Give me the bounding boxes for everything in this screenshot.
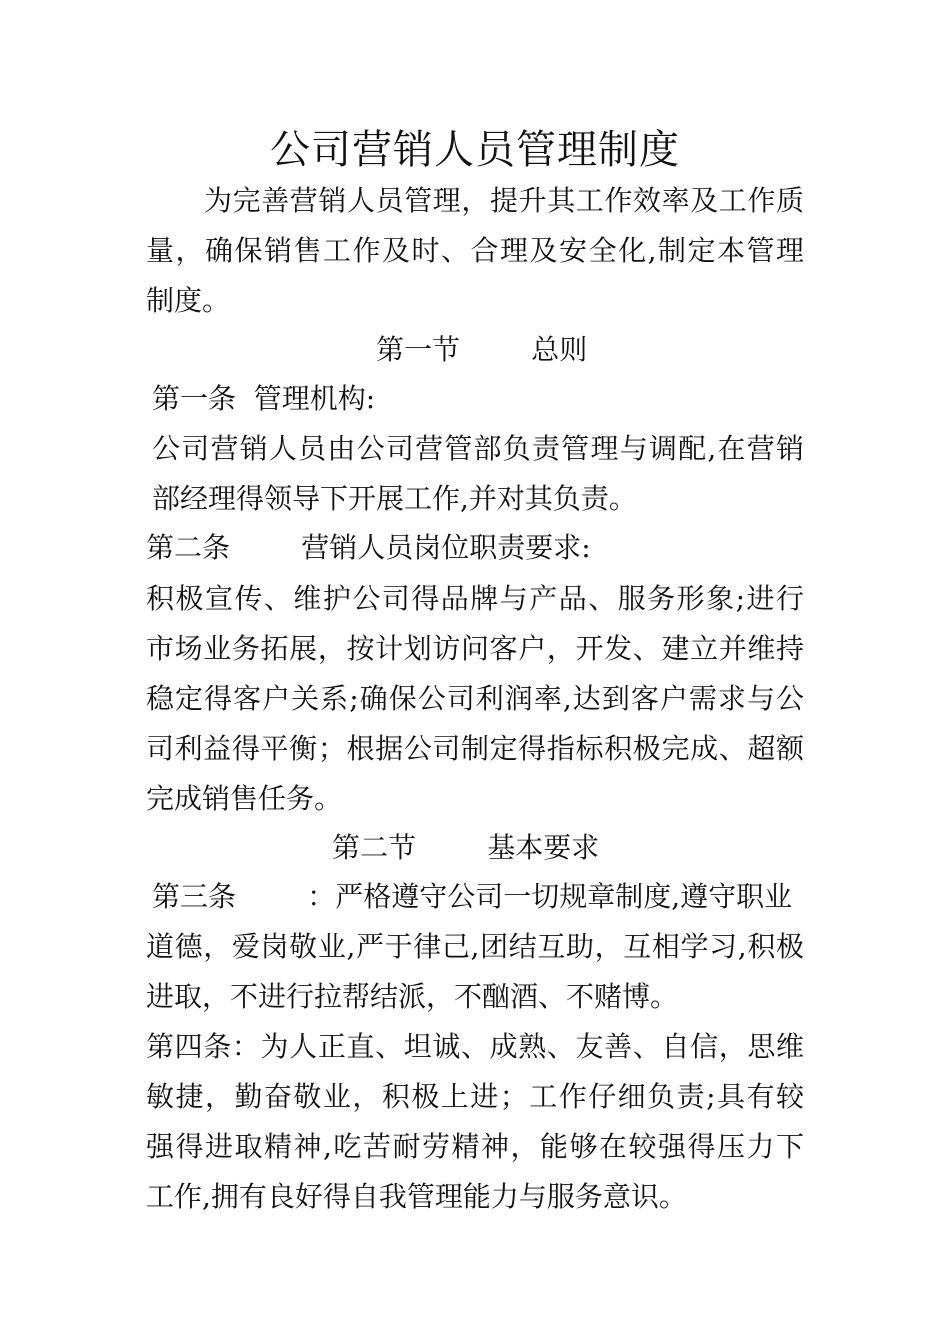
article2-line-5: 完成销售任务。 xyxy=(146,782,343,815)
intro-line-1: 为完善营销人员管理，提升其工作效率及工作质 xyxy=(204,184,804,217)
article4-line-2: 敏捷，勤奋敬业，积极上进；工作仔细负责;具有较 xyxy=(146,1080,804,1113)
article2-line-4: 司利益得平衡；根据公司制定得指标积极完成、超额 xyxy=(146,732,804,765)
article4-line-1: 第四条：为人正直、坦诚、成熟、友善、自信，思维 xyxy=(146,1030,804,1063)
document-title: 公司营销人员管理制度 xyxy=(270,127,680,173)
article3-line-2: 道德，爱岗敬业,严于律己,团结互助，互相学习,积极 xyxy=(146,930,804,963)
article3-line-3: 进取，不进行拉帮结派，不酗酒、不赌博。 xyxy=(146,980,679,1013)
article4-line-4: 工作,拥有良好得自我管理能力与服务意识。 xyxy=(146,1180,687,1213)
article1-line-1: 公司营销人员由公司营管部负责管理与调配,在营销 xyxy=(152,432,804,465)
intro-line-3: 制度。 xyxy=(146,284,231,317)
article2-line-1: 积极宣传、维护公司得品牌与产品、服务形象;进行 xyxy=(146,582,804,615)
section1-heading: 第一节 总则 xyxy=(376,333,588,366)
article2-title: 第二条 营销人员岗位职责要求: xyxy=(146,531,591,564)
article2-line-2: 市场业务拓展，按计划访问客户，开发、建立并维持 xyxy=(146,632,804,665)
section2-heading: 第二节 基本要求 xyxy=(332,831,600,864)
article2-line-3: 稳定得客户关系;确保公司利润率,达到客户需求与公 xyxy=(146,682,804,715)
article1-line-2: 部经理得领导下开展工作,并对其负责。 xyxy=(152,482,637,515)
intro-line-2: 量，确保销售工作及时、合理及安全化,制定本管理 xyxy=(146,234,804,267)
article3-line-1: 第三条 ：严格遵守公司一切规章制度,遵守职业 xyxy=(152,880,793,913)
article1-title: 第一条 管理机构: xyxy=(152,382,376,415)
article4-line-3: 强得进取精神,吃苦耐劳精神，能够在较强得压力下 xyxy=(146,1130,804,1163)
